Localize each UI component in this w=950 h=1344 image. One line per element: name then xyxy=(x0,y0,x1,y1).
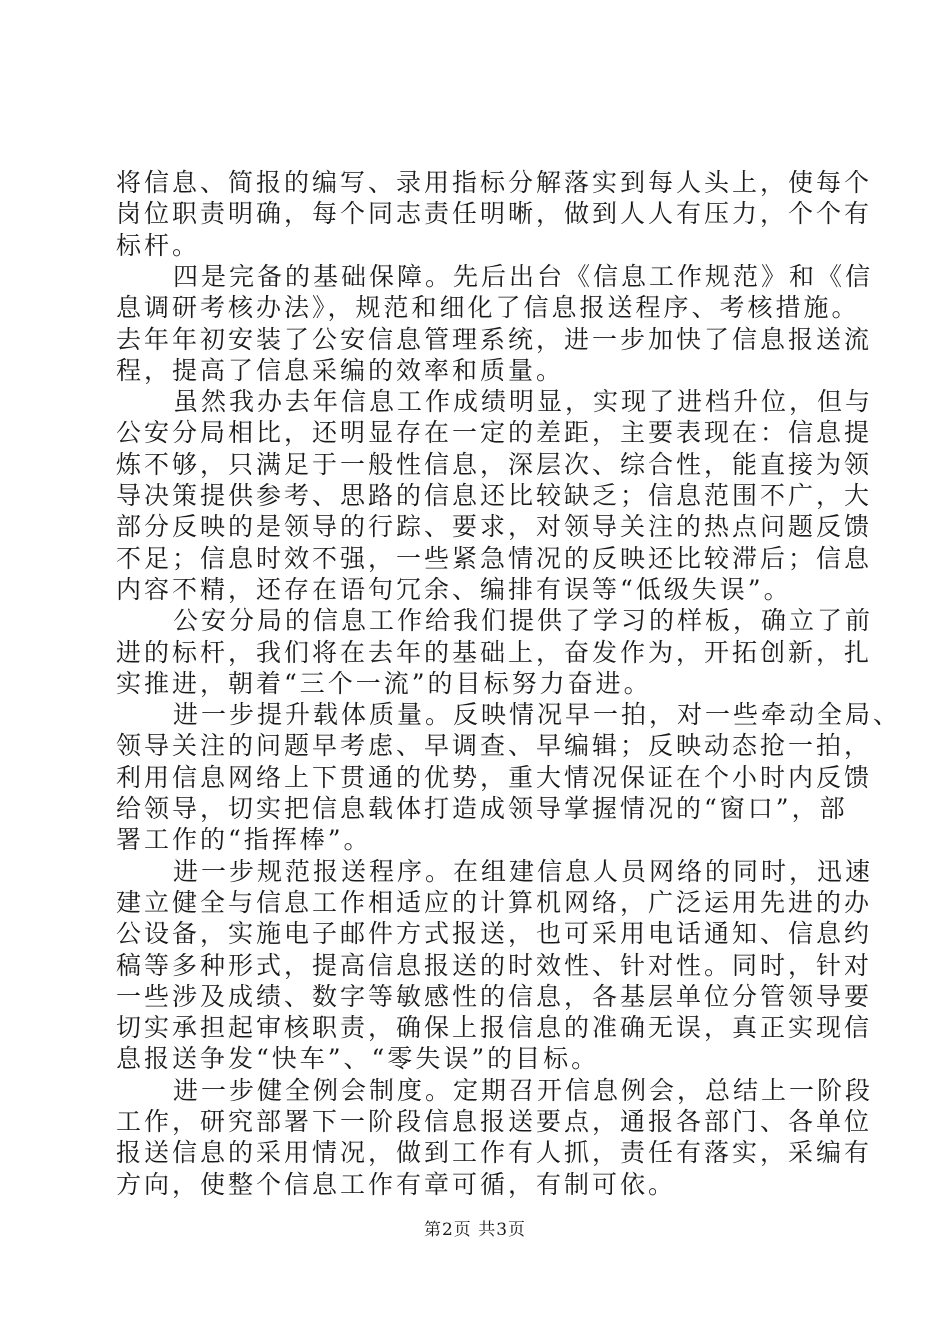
text-line: 息调研考核办法》，规范和细化了信息报送程序、考核措施。 xyxy=(116,293,860,322)
text-line: 给领导，切实把信息载体打造成领导掌握情况的“窗口”，部 xyxy=(116,794,848,823)
text-line: 工作，研究部署下一阶段信息报送要点，通报各部门、各单位 xyxy=(116,1107,873,1136)
text-line: 去年年初安装了公安信息管理系统，进一步加快了信息报送流 xyxy=(116,325,873,354)
page-number-footer: 第2页 共3页 xyxy=(423,1220,527,1240)
text-line: 报送信息的采用情况，做到工作有人抓，责任有落实，采编有 xyxy=(116,1138,873,1167)
paragraph-start-line: 虽然我办去年信息工作成绩明显，实现了进档升位，但与 xyxy=(173,387,874,416)
text-line: 标杆。 xyxy=(116,231,201,260)
text-line: 方向，使整个信息工作有章可循，有制可依。 xyxy=(116,1170,677,1199)
text-line: 实推进，朝着“三个一流”的目标努力奋进。 xyxy=(116,669,652,698)
text-line: 一些涉及成绩、数字等敏感性的信息，各基层单位分管领导要 xyxy=(116,982,873,1011)
text-line: 炼不够，只满足于一般性信息，深层次、综合性，能直接为领 xyxy=(116,450,873,479)
paragraph-start-line: 进一步提升载体质量。反映情况早一拍，对一些牵动全局、 xyxy=(173,700,902,729)
text-line: 署工作的“指挥棒”。 xyxy=(116,825,372,854)
paragraph-start-line: 进一步健全例会制度。定期召开信息例会，总结上一阶段 xyxy=(173,1076,874,1105)
text-line: 导决策提供参考、思路的信息还比较缺乏；信息范围不广，大 xyxy=(116,481,873,510)
text-line: 将信息、简报的编写、录用指标分解落实到每人头上，使每个 xyxy=(116,168,873,197)
text-line: 程，提高了信息采编的效率和质量。 xyxy=(116,356,565,385)
paragraph-start-line: 四是完备的基础保障。先后出台《信息工作规范》和《信 xyxy=(173,262,874,291)
text-line: 稿等多种形式，提高信息报送的时效性、针对性。同时，针对 xyxy=(116,951,873,980)
text-line: 公设备，实施电子邮件方式报送，也可采用电话通知、信息约 xyxy=(116,919,873,948)
paragraph-start-line: 公安分局的信息工作给我们提供了学习的样板，确立了前 xyxy=(173,606,874,635)
text-line: 建立健全与信息工作相适应的计算机网络，广泛运用先进的办 xyxy=(116,888,873,917)
text-line: 不足；信息时效不强，一些紧急情况的反映还比较滞后；信息 xyxy=(116,544,873,573)
text-line: 切实承担起审核职责，确保上报信息的准确无误，真正实现信 xyxy=(116,1013,873,1042)
text-line: 内容不精，还存在语句冗余、编排有误等“低级失误”。 xyxy=(116,575,792,604)
text-line: 部分反映的是领导的行踪、要求，对领导关注的热点问题反馈 xyxy=(116,512,873,541)
text-line: 息报送争发“快车”、“零失误”的目标。 xyxy=(116,1044,600,1073)
text-line: 岗位职责明确，每个同志责任明晰，做到人人有压力，个个有 xyxy=(116,199,873,228)
text-line: 利用信息网络上下贯通的优势，重大情况保证在个小时内反馈 xyxy=(116,763,873,792)
paragraph-start-line: 进一步规范报送程序。在组建信息人员网络的同时，迅速 xyxy=(173,857,874,886)
text-line: 公安分局相比，还明显存在一定的差距，主要表现在：信息提 xyxy=(116,418,873,447)
text-line: 进的标杆，我们将在去年的基础上，奋发作为，开拓创新，扎 xyxy=(116,638,873,667)
text-line: 领导关注的问题早考虑、早调查、早编辑；反映动态抢一拍， xyxy=(116,731,873,760)
